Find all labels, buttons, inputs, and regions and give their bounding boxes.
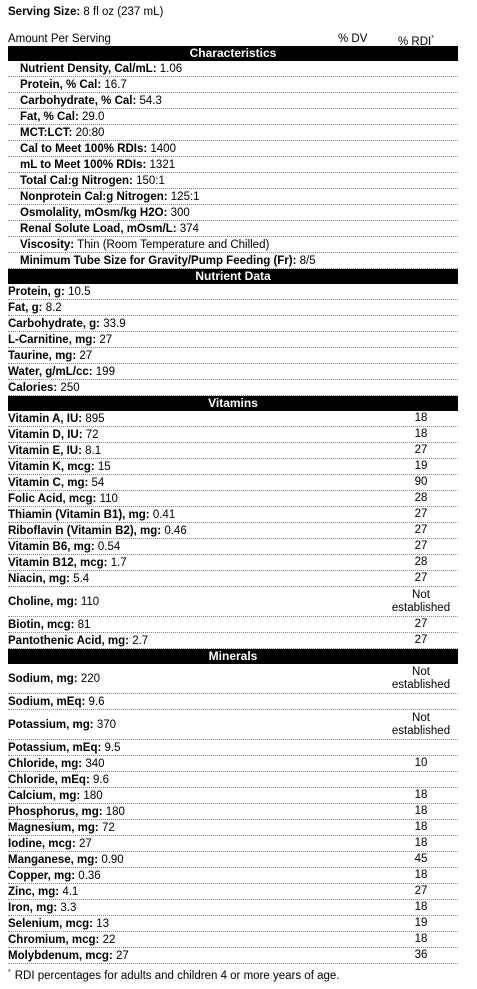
dv-column-header: % DV [338,33,368,45]
rdi-value: 27 [414,634,428,646]
table-row [8,332,458,348]
row-label [8,477,104,489]
nutrient-amount: 27 [78,838,92,850]
table-row [8,77,458,93]
nutrient-amount: 895 [85,413,105,425]
table-row [8,884,458,900]
serving-size [8,0,458,24]
nutrient-name: Folic Acid, mcg: [8,493,97,505]
nutrient-amount: 374 [179,223,199,235]
nutrient-name: Cal to Meet 100% RDIs: [20,143,148,155]
nutrient-name: Protein, g: [8,286,65,298]
table-row [8,694,458,710]
row-label [20,175,165,187]
nutrition-table [8,0,458,982]
row-label [8,413,105,425]
nutrient-name: Nonprotein Cal:g Nitrogen: [20,191,168,203]
nutrient-amount: 20:80 [75,127,105,139]
table-row [8,237,458,253]
nutrient-name: Vitamin C, mg: [8,477,89,489]
nutrient-amount: 180 [105,806,125,818]
row-label [8,870,101,882]
nutrient-amount: 199 [95,366,115,378]
table-row [8,523,458,539]
nutrient-name: Carbohydrate, % Cal: [20,95,137,107]
row-label [8,445,101,457]
table-row [8,475,458,491]
nutrient-name: Magnesium, mg: [8,822,99,834]
rdi-value: 27 [414,444,428,456]
rdi-value: 18 [414,869,428,881]
row-label [8,541,120,553]
nutrient-amount: 300 [170,207,190,219]
table-row [8,900,458,916]
row-label [8,758,105,770]
row-label [8,934,115,946]
table-row [8,710,458,740]
nutrient-name: Fat, % Cal: [20,111,79,123]
nutrient-amount: 150:1 [136,175,165,187]
table-row [8,571,458,587]
row-label [8,822,115,834]
minerals-section [8,664,458,964]
nutrient-amount: 4.1 [62,886,79,898]
rdi-value: 28 [414,492,428,504]
section-header-minerals: Minerals [8,649,458,664]
table-row [8,820,458,836]
nutrient-name: mL to Meet 100% RDIs: [20,159,147,171]
nutrient-amount: 13 [96,918,109,930]
nutrient-amount: 0.90 [101,854,124,866]
nutrient-amount: 0.46 [164,525,187,537]
row-label [8,790,103,802]
nutrient-name: Thiamin (Vitamin B1), mg: [8,509,150,521]
row-label [20,95,162,107]
nutrient-name: Iron, mg: [8,902,58,914]
rdi-value: 10 [414,757,428,769]
table-row [8,443,458,459]
nutrient-amount: 72 [85,429,99,441]
table-row [8,427,458,443]
nutrient-name: Sodium, mg: [8,673,78,685]
table-row [8,300,458,316]
rdi-value: 18 [414,428,428,440]
rdi-value: 27 [414,572,428,584]
nutrient-amount: 33.9 [103,318,126,330]
row-label [20,239,269,251]
row-label [8,318,126,330]
rdi-column-label: % RDI [398,35,432,48]
table-row [8,852,458,868]
row-label [8,334,112,346]
row-label [8,902,76,914]
row-label [8,366,115,378]
nutrient-name: Pantothenic Acid, mg: [8,635,129,647]
nutrient-name: Choline, mg: [8,596,78,608]
row-label [20,111,104,123]
table-row [8,411,458,427]
row-label [20,127,104,139]
table-row [8,932,458,948]
table-row [8,380,458,396]
row-label [8,886,78,898]
nutrient-amount: 81 [77,619,91,631]
nutrient-amount: 250 [60,382,80,394]
table-row [8,539,458,555]
nutrient-amount: 54 [91,477,105,489]
nutrient-amount: 1321 [149,159,176,171]
nutrient-name: Zinc, mg: [8,886,60,898]
table-row [8,916,458,932]
row-label [8,429,99,441]
nutrient-amount: 110 [80,596,100,608]
nutrient-amount: 22 [102,934,116,946]
row-label [20,223,199,235]
nutrient-amount: 125:1 [170,191,200,203]
table-row [8,587,458,617]
nutrient-name: Copper, mg: [8,870,76,882]
table-row [8,141,458,157]
nutrient-amount: 54.3 [139,95,162,107]
table-row [8,348,458,364]
nutrient-name: Molybdenum, mcg: [8,950,113,962]
rdi-value: 19 [414,917,428,929]
nutrient-name: Vitamin K, mcg: [8,461,95,473]
nutrient-name: Vitamin A, IU: [8,413,83,425]
row-label [8,350,92,362]
table-row [8,948,458,964]
nutrient-name: Water, g/mL/cc: [8,366,93,378]
rdi-value: 27 [414,618,428,630]
nutrient-amount: 8.2 [45,302,62,314]
nutrient-name: Manganese, mg: [8,854,99,866]
nutrient-amount: 3.3 [60,902,77,914]
row-label [8,742,121,754]
row-label [20,143,176,155]
nutrient-amount: 27 [115,950,129,962]
nutrient-name: Vitamin B6, mg: [8,541,95,553]
nutrient-amount: 15 [97,461,111,473]
rdi-value: 18 [414,901,428,913]
row-label [8,461,111,473]
table-row [8,61,458,77]
rdi-value: 90 [414,476,428,488]
table-row [8,189,458,205]
row-label [8,918,109,930]
row-label [8,719,116,731]
nutrient-amount: 1.06 [159,63,183,75]
nutrient-name: Phosphorus, mg: [8,806,103,818]
row-label [8,596,99,608]
nutrient-name: Chromium, mcg: [8,934,100,946]
row-label [8,509,175,521]
row-label [8,673,100,685]
row-label [8,696,105,708]
nutrient-amount: 2.7 [132,635,149,647]
row-label [8,525,187,537]
nutrient-name: Vitamin E, IU: [8,445,82,457]
table-row [8,173,458,189]
nutrient-amount: 220 [80,673,101,685]
nutrient-name: Taurine, mg: [8,350,77,362]
table-row [8,157,458,173]
row-label [8,493,118,505]
row-label [8,573,89,585]
rdi-value: 19 [414,460,428,472]
nutrient-amount: 1400 [150,143,176,155]
nutrient-data-section [8,284,458,396]
rdi-value: 18 [414,933,428,945]
column-header [8,24,458,46]
nutrient-amount: Thin (Room Temperature and Chilled) [77,239,270,251]
table-row [8,772,458,788]
rdi-value: 18 [414,412,428,424]
table-row [8,756,458,772]
serving-size-value: 8 fl oz (237 mL) [83,6,164,18]
nutrient-name: Viscosity: [20,239,75,251]
rdi-value: 36 [414,949,428,961]
nutrient-name: Selenium, mcg: [8,918,93,930]
nutrient-name: Carbohydrate, g: [8,318,101,330]
nutrient-amount: 16.7 [104,79,127,91]
nutrient-name: Iodine, mcg: [8,838,76,850]
rdi-value: 45 [414,853,428,865]
rdi-column-header [398,24,434,57]
table-row [8,221,458,237]
nutrient-amount: 29.0 [82,111,105,123]
nutrient-amount: 180 [83,790,103,802]
nutrient-amount: 5.4 [73,573,90,585]
nutrient-name: Chloride, mEq: [8,774,90,786]
nutrient-name: Osmolality, mOsm/kg H2O: [20,207,168,219]
table-row [8,740,458,756]
footnote-mark: * [8,969,11,976]
rdi-footnote-mark: * [431,35,434,42]
rdi-value: 18 [414,789,428,801]
nutrient-name: Biotin, mcg: [8,619,75,631]
section-header-characteristics: Characteristics [8,46,458,61]
nutrient-name: Potassium, mg: [8,719,94,731]
table-row [8,491,458,507]
row-label [20,63,182,75]
nutrient-amount: 0.54 [97,541,121,553]
table-row [8,617,458,633]
row-label [20,255,316,267]
nutrient-name: Calcium, mg: [8,790,81,802]
table-row [8,253,458,269]
table-row [8,868,458,884]
rdi-value: 18 [414,821,428,833]
footnote-text: RDI percentages for adults and children 4 or more years of age. [14,969,340,982]
row-label [8,302,62,314]
nutrient-name: Potassium, mEq: [8,742,102,754]
nutrient-amount: 10.5 [68,286,91,298]
table-row [8,459,458,475]
amount-per-serving-label: Amount Per Serving [8,33,111,45]
row-label [8,286,90,298]
nutrient-amount: 9.6 [88,696,105,708]
section-header-nutrient-data: Nutrient Data [8,269,458,284]
nutrient-amount: 340 [85,758,105,770]
nutrient-amount: 27 [99,334,113,346]
section-header-vitamins: Vitamins [8,396,458,411]
table-row [8,633,458,649]
table-row [8,836,458,852]
table-row [8,664,458,694]
nutrient-amount: 8/5 [299,255,316,267]
nutrient-amount: 110 [99,493,118,505]
row-label [8,950,129,962]
table-row [8,93,458,109]
row-label [8,382,80,394]
table-row [8,316,458,332]
nutrient-name: Niacin, mg: [8,573,70,585]
rdi-value: Not established [391,589,451,614]
table-row [8,125,458,141]
nutrient-amount: 9.6 [92,774,109,786]
table-row [8,804,458,820]
nutrient-amount: 370 [96,719,117,731]
rdi-value: 27 [414,885,428,897]
row-label [8,854,124,866]
nutrient-amount: 0.41 [152,509,176,521]
rdi-value: 27 [414,508,428,520]
rdi-value: 18 [414,837,428,849]
rdi-value: 28 [414,556,428,568]
rdi-value: Not established [391,712,451,737]
rdi-value: 27 [414,540,428,552]
characteristics-section [8,61,458,269]
row-label [20,191,200,203]
nutrient-name: Vitamin B12, mcg: [8,557,108,569]
table-row [8,205,458,221]
nutrient-name: Vitamin D, IU: [8,429,83,441]
row-label [8,774,109,786]
table-row [8,555,458,571]
table-row [8,284,458,300]
nutrient-name: Minimum Tube Size for Gravity/Pump Feeding (Fr): [20,255,297,267]
row-label [8,635,148,647]
nutrient-name: Calories: [8,382,58,394]
nutrient-amount: 9.5 [104,742,121,754]
row-label [8,838,92,850]
nutrient-amount: 27 [79,350,93,362]
table-row [8,507,458,523]
footnote [8,964,458,982]
table-row [8,364,458,380]
nutrient-name: MCT:LCT: [20,127,73,139]
row-label [20,79,127,91]
nutrient-name: Protein, % Cal: [20,79,102,91]
nutrient-name: Riboflavin (Vitamin B2), mg: [8,525,162,537]
row-label [8,557,127,569]
rdi-value: 18 [414,805,428,817]
nutrient-name: Sodium, mEq: [8,696,86,708]
nutrient-name: Total Cal:g Nitrogen: [20,175,133,187]
row-label [20,207,190,219]
rdi-value: 27 [414,524,428,536]
nutrient-amount: 8.1 [85,445,102,457]
row-label [8,806,125,818]
vitamins-section [8,411,458,649]
nutrient-name: Renal Solute Load, mOsm/L: [20,223,177,235]
table-row [8,109,458,125]
nutrient-amount: 1.7 [110,557,127,569]
nutrient-name: L-Carnitine, mg: [8,334,97,346]
nutrient-name: Chloride, mg: [8,758,83,770]
table-row [8,788,458,804]
nutrient-amount: 0.36 [78,870,101,882]
row-label [8,619,90,631]
rdi-value: Not established [391,666,451,691]
serving-size-label: Serving Size: [8,6,81,18]
row-label [20,159,175,171]
nutrient-name: Fat, g: [8,302,43,314]
nutrient-name: Nutrient Density, Cal/mL: [20,63,157,75]
nutrient-amount: 72 [101,822,115,834]
